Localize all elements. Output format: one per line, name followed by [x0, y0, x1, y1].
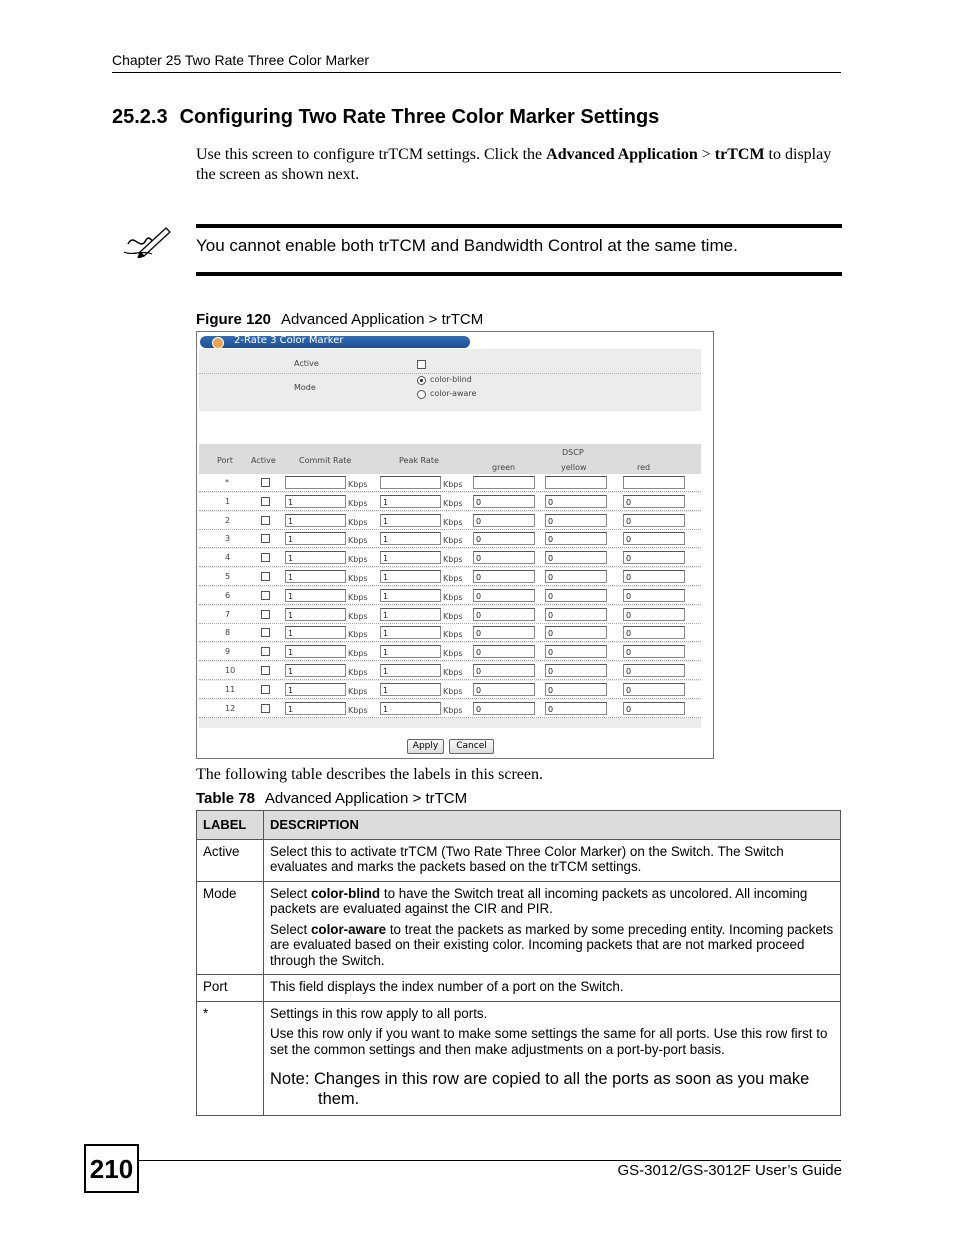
- port-row: [199, 512, 701, 530]
- mode-desc-1-pre: Select: [270, 885, 311, 901]
- commit-unit: Kbps: [348, 592, 368, 602]
- port-row: [199, 662, 701, 680]
- commit-unit: Kbps: [348, 611, 368, 621]
- note-bottom-rule: [196, 272, 842, 276]
- dscp-yellow-input[interactable]: 0: [545, 683, 607, 696]
- figure-caption: [196, 311, 483, 328]
- cancel-button[interactable]: Cancel: [449, 739, 494, 754]
- mode-label: Mode: [294, 383, 316, 392]
- header-rule: [112, 72, 841, 73]
- intro-menu-trtcm: trTCM: [714, 146, 765, 163]
- dscp-yellow-input[interactable]: 0: [545, 532, 607, 545]
- title-bullet-icon: [212, 337, 224, 349]
- port-number: 6: [225, 590, 231, 600]
- intro-paragraph: [196, 145, 836, 185]
- col-active: Active: [251, 456, 276, 465]
- dscp-green-input[interactable]: 0: [473, 702, 535, 715]
- dscp-green-input[interactable]: 0: [473, 532, 535, 545]
- row-label-port: Port: [197, 975, 264, 1002]
- commit-unit: Kbps: [348, 649, 368, 659]
- port-number: 4: [225, 553, 231, 563]
- commit-unit: Kbps: [348, 705, 368, 715]
- port-row: [199, 568, 701, 586]
- peak-rate-input[interactable]: 1: [380, 683, 441, 696]
- port-active-checkbox[interactable]: [261, 610, 270, 619]
- peak-rate-input[interactable]: 1: [380, 495, 441, 508]
- commit-unit: Kbps: [348, 498, 368, 508]
- port-active-checkbox[interactable]: [261, 553, 270, 562]
- peak-rate-input[interactable]: 1: [380, 608, 441, 621]
- port-number: *: [225, 478, 229, 487]
- dscp-yellow-input[interactable]: 0: [545, 645, 607, 658]
- port-row: [199, 549, 701, 567]
- commit-rate-input[interactable]: 1: [285, 532, 346, 545]
- port-row: [199, 474, 701, 492]
- commit-rate-input[interactable]: 1: [285, 514, 346, 527]
- peak-rate-input[interactable]: 1: [380, 570, 441, 583]
- screen-title: 2-Rate 3 Color Marker: [234, 335, 344, 346]
- global-active-checkbox[interactable]: [417, 360, 426, 369]
- col-peak-rate: Peak Rate: [399, 456, 439, 465]
- mode-color-aware-label: color-aware: [430, 389, 477, 398]
- dscp-green-input[interactable]: 0: [473, 589, 535, 602]
- commit-unit: Kbps: [348, 536, 368, 546]
- commit-unit: Kbps: [348, 686, 368, 696]
- dscp-green-input[interactable]: 0: [473, 664, 535, 677]
- star-note: Note: Changes in this row are copied to all the ports as soon as you make them.: [270, 1070, 810, 1108]
- guide-title: GS-3012/GS-3012F User’s Guide: [617, 1162, 842, 1179]
- dscp-green-input[interactable]: 0: [473, 626, 535, 639]
- commit-unit: Kbps: [348, 668, 368, 677]
- dscp-yellow-input[interactable]: 0: [545, 626, 607, 639]
- dscp-red-input[interactable]: 0: [623, 702, 685, 715]
- port-active-checkbox[interactable]: [261, 497, 270, 506]
- dscp-green-input[interactable]: 0: [473, 570, 535, 583]
- commit-rate-input[interactable]: 1: [285, 570, 346, 583]
- dscp-red-input[interactable]: 0: [623, 589, 685, 602]
- dscp-red-input[interactable]: 0: [623, 608, 685, 621]
- col-commit-rate: Commit Rate: [299, 456, 352, 465]
- trtcm-screenshot: [196, 331, 714, 759]
- commit-rate-input[interactable]: 1: [285, 495, 346, 508]
- dscp-yellow-input[interactable]: 0: [545, 514, 607, 527]
- commit-unit: Kbps: [348, 480, 368, 489]
- settings-divider: [199, 373, 701, 374]
- port-number: 11: [225, 684, 236, 694]
- row-desc-active: Select this to activate trTCM (Two Rate Three Color Marker) on the Switch. The Switch evaluates and marks the packets based on the trTCM settings.: [264, 839, 841, 881]
- port-active-checkbox[interactable]: [261, 516, 270, 525]
- port-number: 2: [225, 515, 231, 525]
- port-active-checkbox[interactable]: [261, 591, 270, 600]
- mode-desc-1-post: to have the Switch treat all incoming packets as uncolored. All incoming packets are evaluated against the CIR and PIR.: [270, 885, 808, 916]
- peak-rate-input[interactable]: 1: [380, 626, 441, 639]
- intro-text-2: >: [697, 146, 715, 163]
- mode-color-blind-radio[interactable]: [417, 376, 426, 385]
- section-number: 25.2.3: [112, 106, 168, 128]
- peak-rate-input[interactable]: 1: [380, 589, 441, 602]
- port-row: [199, 643, 701, 661]
- dscp-red-input[interactable]: 0: [623, 645, 685, 658]
- peak-rate-input[interactable]: 1: [380, 551, 441, 564]
- dscp-green-input[interactable]: 0: [473, 608, 535, 621]
- port-row: [199, 493, 701, 511]
- table-intro: The following table describes the labels in this screen.: [196, 766, 544, 783]
- dscp-green-input[interactable]: 0: [473, 495, 535, 508]
- commit-rate-input[interactable]: 1: [285, 683, 346, 696]
- peak-rate-input[interactable]: 1: [380, 514, 441, 527]
- peak-unit: Kbps: [443, 649, 463, 659]
- dscp-yellow-input[interactable]: 0: [545, 702, 607, 715]
- col-red: red: [637, 463, 651, 472]
- commit-rate-input[interactable]: 1: [285, 702, 346, 715]
- port-number: 5: [225, 572, 231, 581]
- peak-unit: Kbps: [443, 498, 463, 508]
- peak-unit: Kbps: [443, 668, 463, 677]
- port-active-checkbox[interactable]: [261, 628, 270, 637]
- dscp-yellow-input[interactable]: 0: [545, 589, 607, 602]
- dscp-red-input[interactable]: 0: [623, 683, 685, 696]
- row-label-mode: Mode: [197, 881, 264, 975]
- section-heading: [112, 106, 659, 129]
- port-row: [199, 700, 701, 718]
- settings-panel: [199, 349, 701, 411]
- figure-label: Figure 120: [196, 311, 272, 328]
- table-label: Table 78: [196, 790, 255, 807]
- row-desc-port: This field displays the index number of a port on the Switch.: [264, 975, 841, 1002]
- dscp-red-input[interactable]: 0: [623, 664, 685, 677]
- peak-unit: Kbps: [443, 555, 463, 565]
- peak-rate-input[interactable]: [380, 476, 441, 489]
- col-yellow: yellow: [561, 463, 587, 472]
- row-divider: [199, 717, 701, 718]
- commit-rate-input[interactable]: 1: [285, 589, 346, 602]
- screen-title-bar: [200, 336, 470, 348]
- commit-unit: Kbps: [348, 630, 368, 640]
- page-number: 210: [84, 1144, 139, 1193]
- row-desc-mode: [264, 881, 841, 975]
- port-row: [199, 606, 701, 624]
- figure-caption-text: Advanced Application > trTCM: [281, 311, 484, 328]
- port-active-checkbox[interactable]: [261, 666, 270, 675]
- section-title: Configuring Two Rate Three Color Marker Settings: [179, 106, 660, 128]
- port-active-checkbox[interactable]: [261, 478, 270, 487]
- pen-note-icon: [122, 222, 176, 258]
- mode-desc-2-post: to treat the packets as marked by some preceding entity. Incoming packets are evaluated based on their existing color. Incoming packets that are not marked proceed through the Switch.: [270, 921, 834, 968]
- intro-text-1: Use this screen to configure trTCM settings. Click the: [196, 146, 547, 163]
- peak-rate-input[interactable]: 1: [380, 664, 441, 677]
- col-dscp: DSCP: [562, 448, 584, 457]
- port-table-header: [199, 444, 701, 474]
- port-number: 9: [225, 647, 231, 657]
- dscp-yellow-input[interactable]: [545, 476, 607, 489]
- port-active-checkbox[interactable]: [261, 704, 270, 713]
- commit-unit: Kbps: [348, 555, 368, 565]
- dscp-yellow-input[interactable]: 0: [545, 551, 607, 564]
- row-desc-star: [264, 1001, 841, 1116]
- chapter-header: Chapter 25 Two Rate Three Color Marker: [112, 52, 370, 68]
- header-label: LABEL: [197, 811, 264, 840]
- commit-rate-input[interactable]: 1: [285, 551, 346, 564]
- table-row: [197, 839, 841, 881]
- dscp-red-input[interactable]: 0: [623, 626, 685, 639]
- dscp-green-input[interactable]: [473, 476, 535, 489]
- label-description-table: [196, 810, 841, 1116]
- commit-rate-input[interactable]: 1: [285, 608, 346, 621]
- commit-unit: Kbps: [348, 517, 368, 527]
- dscp-red-input[interactable]: 0: [623, 514, 685, 527]
- port-number: 3: [225, 534, 231, 544]
- mode-desc-2-pre: Select: [270, 921, 311, 937]
- active-label: Active: [294, 359, 319, 368]
- port-row: [199, 681, 701, 699]
- table-row: [197, 975, 841, 1002]
- commit-unit: Kbps: [348, 574, 368, 583]
- port-number: 8: [225, 628, 231, 638]
- peak-unit: Kbps: [443, 611, 463, 621]
- dscp-red-input[interactable]: 0: [623, 495, 685, 508]
- commit-rate-input[interactable]: 1: [285, 664, 346, 677]
- peak-unit: Kbps: [443, 574, 463, 583]
- commit-rate-input[interactable]: [285, 476, 346, 489]
- star-desc-2: Use this row only if you want to make some settings the same for all ports. Use this row first to set the common settings and then make adjustments on a port-by-port basis.: [270, 1026, 828, 1057]
- mode-desc-2-bold: color-aware: [310, 921, 387, 937]
- footer-rule: [139, 1160, 841, 1161]
- mode-desc-1-bold: color-blind: [310, 885, 381, 901]
- dscp-red-input[interactable]: 0: [623, 551, 685, 564]
- header-description: DESCRIPTION: [264, 811, 841, 840]
- port-active-checkbox[interactable]: [261, 685, 270, 694]
- row-label-star: *: [197, 1001, 264, 1116]
- port-row: [199, 624, 701, 642]
- peak-unit: Kbps: [443, 536, 463, 546]
- peak-rate-input[interactable]: 1: [380, 702, 441, 715]
- mode-color-aware-radio[interactable]: [417, 390, 426, 399]
- peak-unit: Kbps: [443, 705, 463, 715]
- apply-button[interactable]: Apply: [407, 739, 444, 754]
- port-active-checkbox[interactable]: [261, 534, 270, 543]
- dscp-yellow-input[interactable]: 0: [545, 570, 607, 583]
- mode-desc-2: [270, 922, 834, 969]
- col-green: green: [492, 463, 516, 472]
- table-caption-text: Advanced Application > trTCM: [264, 790, 468, 807]
- col-port: Port: [217, 456, 233, 465]
- port-number: 12: [225, 703, 236, 713]
- note-text: You cannot enable both trTCM and Bandwidth Control at the same time.: [196, 236, 738, 255]
- row-label-active: Active: [197, 839, 264, 881]
- dscp-green-input[interactable]: 0: [473, 551, 535, 564]
- intro-menu-advanced: Advanced Application: [546, 146, 698, 163]
- port-number: 7: [225, 609, 231, 619]
- star-desc-1: Settings in this row apply to all ports.: [270, 1005, 488, 1021]
- table-row: [197, 1001, 841, 1116]
- port-active-checkbox[interactable]: [261, 572, 270, 581]
- mode-desc-1: [270, 886, 834, 917]
- dscp-red-input[interactable]: [623, 476, 685, 489]
- dscp-green-input[interactable]: 0: [473, 683, 535, 696]
- dscp-red-input[interactable]: 0: [623, 532, 685, 545]
- table-caption: [196, 790, 467, 807]
- port-row: [199, 530, 701, 548]
- commit-rate-input[interactable]: 1: [285, 645, 346, 658]
- intro-text-3: to display the screen as shown next.: [196, 146, 832, 183]
- dscp-yellow-input[interactable]: 0: [545, 608, 607, 621]
- table-row: [197, 881, 841, 975]
- peak-rate-input[interactable]: 1: [380, 645, 441, 658]
- peak-unit: Kbps: [443, 592, 463, 602]
- peak-unit: Kbps: [443, 480, 463, 489]
- peak-rate-input[interactable]: 1: [380, 532, 441, 545]
- port-number: 10: [225, 666, 236, 675]
- port-active-checkbox[interactable]: [261, 647, 270, 656]
- note-top-rule: [196, 224, 842, 228]
- commit-rate-input[interactable]: 1: [285, 626, 346, 639]
- peak-unit: Kbps: [443, 686, 463, 696]
- peak-unit: Kbps: [443, 517, 463, 527]
- table-header-row: [197, 811, 841, 840]
- port-row: [199, 587, 701, 605]
- mode-color-blind-label: color-blind: [430, 375, 472, 384]
- dscp-red-input[interactable]: 0: [623, 570, 685, 583]
- dscp-yellow-input[interactable]: 0: [545, 495, 607, 508]
- dscp-green-input[interactable]: 0: [473, 514, 535, 527]
- dscp-yellow-input[interactable]: 0: [545, 664, 607, 677]
- dscp-green-input[interactable]: 0: [473, 645, 535, 658]
- port-number: 1: [225, 496, 231, 506]
- peak-unit: Kbps: [443, 630, 463, 640]
